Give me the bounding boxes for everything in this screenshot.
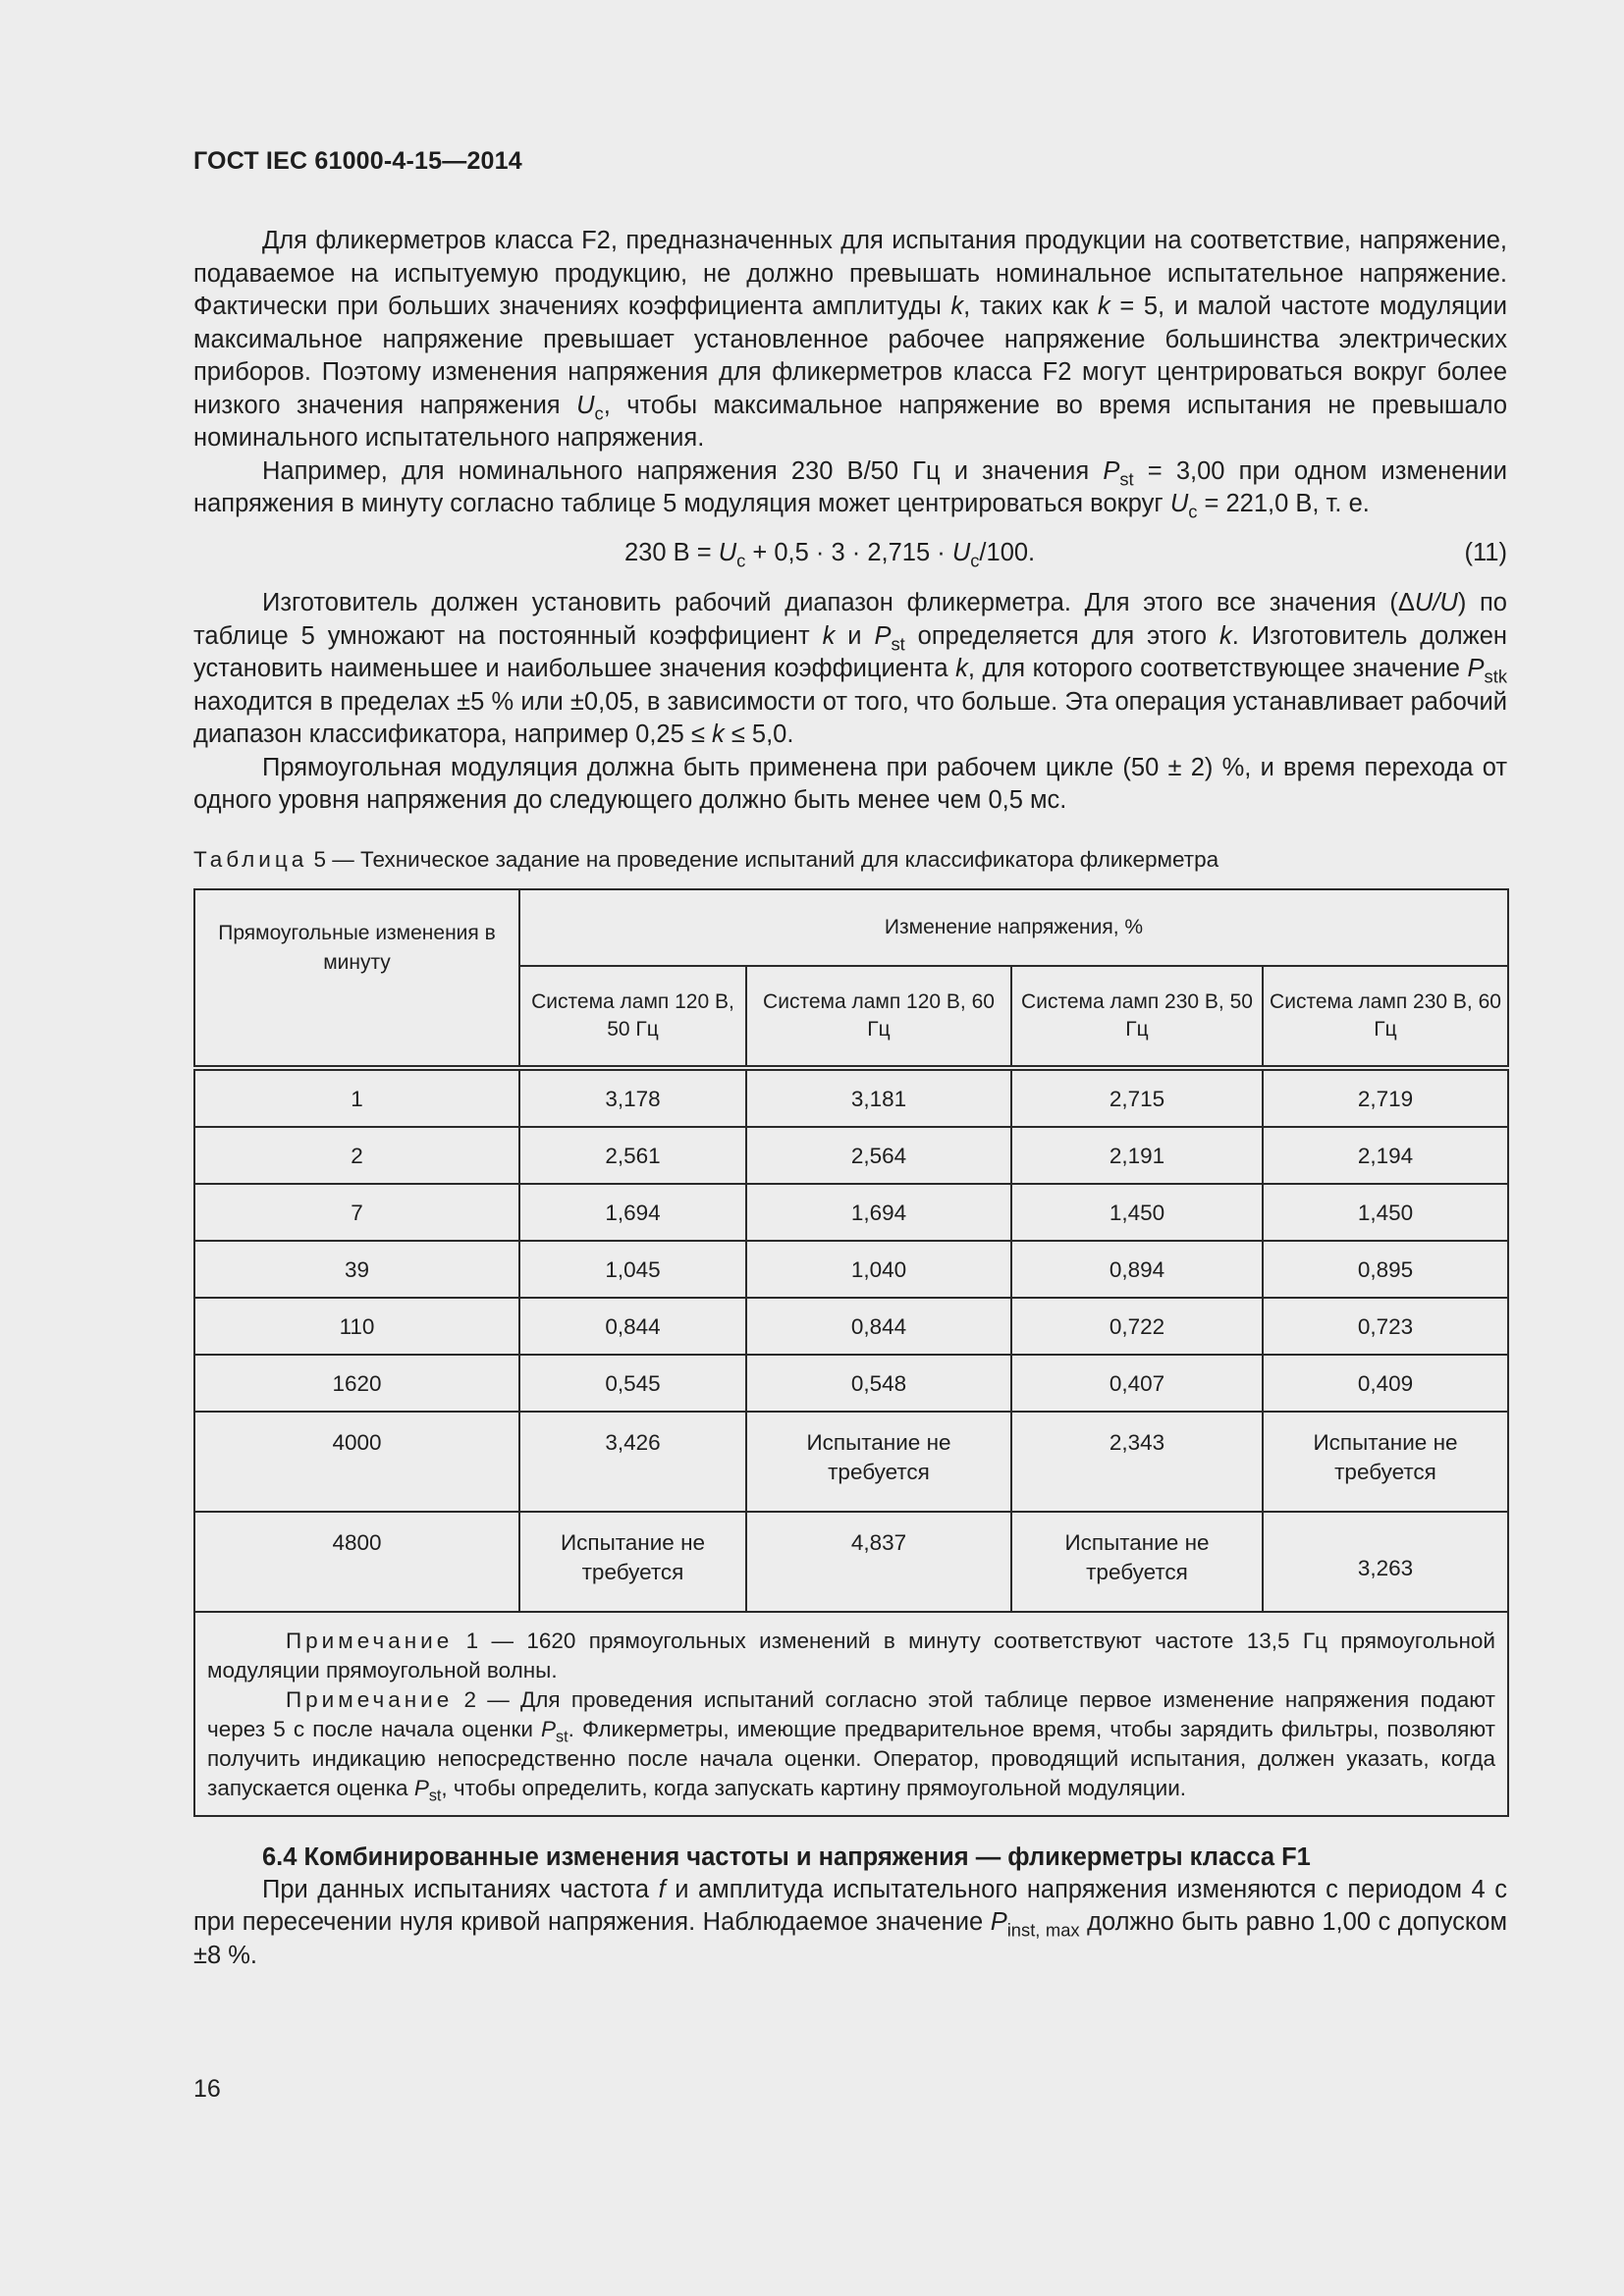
table-cell: 3,181 [746,1068,1011,1127]
table-row [194,1298,1508,1355]
table-cell: 0,895 [1263,1241,1508,1298]
table-cell: 2,343 [1011,1412,1263,1512]
table-cell: 7 [194,1184,519,1241]
page-number: 16 [193,2075,221,2103]
column-header: Система ламп 120 В, 60 Гц [746,966,1011,1068]
table-cell: 2,194 [1263,1127,1508,1184]
table-cell: 1,045 [519,1241,746,1298]
table-row [194,1512,1508,1612]
table-cell: 0,407 [1011,1355,1263,1412]
table-cell: 1,040 [746,1241,1011,1298]
document-header: ГОСТ IEC 61000-4-15—2014 [193,147,522,175]
table-cell: 0,409 [1263,1355,1508,1412]
table-cell: 0,723 [1263,1298,1508,1355]
table-row [194,1355,1508,1412]
table-cell: 2,561 [519,1127,746,1184]
document-body [193,225,1507,1972]
table-cell: Испытание не требуется [746,1412,1011,1512]
table-cell: 0,894 [1011,1241,1263,1298]
group-header-cell: Изменение напряжения, % [519,889,1508,966]
table-row [194,1127,1508,1184]
table-cell: 1,694 [519,1184,746,1241]
table-cell: 2 [194,1127,519,1184]
table-cell: 3,178 [519,1068,746,1127]
table-cell: 4800 [194,1512,519,1612]
table-cell: 0,548 [746,1355,1011,1412]
table-cell: 3,263 [1263,1512,1508,1612]
table-cell: 4000 [194,1412,519,1512]
table-row [194,1068,1508,1127]
paragraph-section-6-4: При данных испытаниях частота f и амплитуда испытательного напряжения изменяются с периодом 4 с при пересечении нуля кривой напряжения. Наблюдаемое значение $P_{inst, max}$ должно быть равно 1,00 с допуском ±8 %. [193,1875,1507,1969]
table-cell: 2,719 [1263,1068,1508,1127]
table-cell: 2,191 [1011,1127,1263,1184]
table-cell: Испытание не требуется [1263,1412,1508,1512]
table-cell: 1 [194,1068,519,1127]
table-cell: Испытание не требуется [519,1512,746,1612]
table-5 [193,888,1509,1817]
paragraph-example: Например, для номинального напряжения 230 В/50 Гц и значения $P_{st} = 3,00$ при одном изменении напряжения в минуту согласно таблице 5 модуляция может центрироваться вокруг $U_c = 221,0$ В, т. е. [193,456,1507,522]
column-header: Система ламп 230 В, 60 Гц [1263,966,1508,1068]
table-note-2: Примечание 2 — Для проведения испытаний согласно этой таблице первое изменение напряжения подают через 5 с после начала оценки $P_{st}$. Фликерметры, имеющие предварительное время, чтобы зарядить фильтры, позволяют получить индикацию непосредственно после начала оценки. Оператор, проводящий испытания, должен указать, когда запускается оценка $P_{st}$, чтобы определить, когда запускать картину прямоугольной модуляции. [207,1686,1495,1805]
table-cell: 3,426 [519,1412,746,1512]
table-cell: 2,564 [746,1127,1011,1184]
formula-expression: 230 $В = U_c + 0,5 \cdot 3 \cdot 2,715 \cdot U_c/100$. [624,538,1036,570]
table-cell: 0,722 [1011,1298,1263,1355]
row-header-cell: Прямоугольные изменения в минуту [194,889,519,1068]
table-cell: 1620 [194,1355,519,1412]
table-cell: Испытание не требуется [1011,1512,1263,1612]
table-cell: 1,450 [1263,1184,1508,1241]
column-header: Система ламп 120 В, 50 Гц [519,966,746,1068]
table-cell: 0,844 [519,1298,746,1355]
table-cell: 0,844 [746,1298,1011,1355]
table-cell: 4,837 [746,1512,1011,1612]
paragraph-f2-voltage: Для фликерметров класса F2, предназначенных для испытания продукции на соответствие, напряжение, подаваемое на испытуемую продукцию, не должно превышать номинальное испытательное напряжение. Фактически при больших значениях коэффициента амплитуды k, таких как k = 5, и малой частоте модуляции максимальное напряжение превышает установленное рабочее напряжение большинства электрических приборов. Поэтому изменения напряжения для фликерметров класса F2 могут центрироваться вокруг более низкого значения напряжения $U_c$, чтобы максимальное напряжение во время испытания не превышало номинального испытательного напряжения. [193,227,1508,452]
paragraph-manufacturer: Изготовитель должен установить рабочий диапазон фликерметра. Для этого все значения (ΔU/U) по таблице 5 умножают на постоянный коэффициент k и $P_{st}$ определяется для этого k. Изготовитель должен установить наименьшее и наибольшее значения коэффициента k, для которого соответствующее значение $P_{stk}$ находится в пределах ±5 % или ±0,05, в зависимости от того, что больше. Эта операция устанавливает рабочий диапазон классификатора, например 0,25 ≤ k ≤ 5,0. [193,589,1508,748]
paragraph-rectangular-modulation: Прямоугольная модуляция должна быть применена при рабочем цикле (50 ± 2) %, и время перехода от одного уровня напряжения до следующего должно быть менее чем 0,5 мс. [193,753,1507,814]
table-cell: 2,715 [1011,1068,1263,1127]
table-notes [194,1612,1508,1816]
table-cell: 0,545 [519,1355,746,1412]
table-cell: 39 [194,1241,519,1298]
table-cell: 110 [194,1298,519,1355]
table-cell: 1,450 [1011,1184,1263,1241]
table-row [194,1184,1508,1241]
table-row [194,1412,1508,1512]
section-6-4-heading: 6.4 Комбинированные изменения частоты и напряжения — фликерметры класса F1 [262,1842,1311,1871]
column-header: Система ламп 230 В, 50 Гц [1011,966,1263,1068]
formula-number: (11) [1464,538,1507,566]
table-cell: 1,694 [746,1184,1011,1241]
table-caption: Таблица 5 — Техническое задание на проведение испытаний для классификатора фликерметра [193,846,1219,872]
table-row [194,1241,1508,1298]
table-note-1: Примечание 1 — 1620 прямоугольных изменений в минуту соответствуют частоте 13,5 Гц прямоугольной модуляции прямоугольной волны. [207,1628,1495,1682]
formula-11 [193,537,1507,570]
